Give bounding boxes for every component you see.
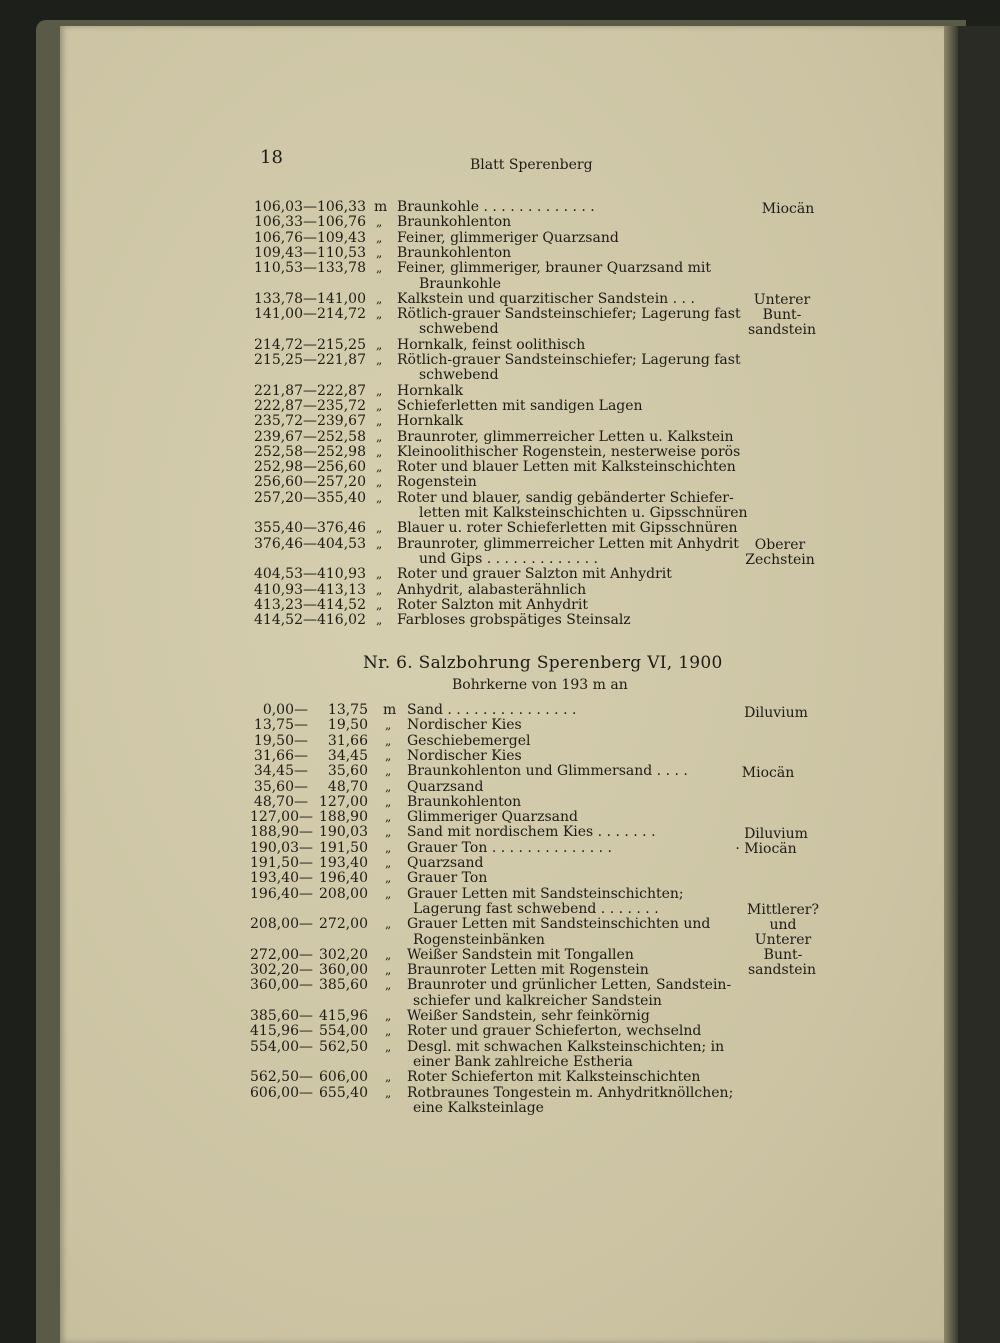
depth-from: 48,70— [253, 793, 308, 810]
unit-mark: „ [376, 353, 383, 367]
depth-from: 415,96— [250, 1023, 313, 1040]
layer-description: Grauer Ton . . . . . . . . . . . . . . [407, 839, 612, 856]
layer-description-cont: letten mit Kalksteinschichten u. Gipsschnüren [419, 505, 748, 521]
layer-description: Quarzsand [407, 778, 484, 795]
strat-oberer: Oberer [754, 537, 806, 553]
unit-mark: „ [376, 490, 383, 505]
unit-mark: „ [385, 1070, 392, 1085]
strat-und: und [769, 917, 797, 933]
strat-miocaen-1: Miocän [741, 765, 795, 781]
layer-description: Rogenstein [397, 474, 477, 491]
depth-from: 554,00— [250, 1038, 313, 1055]
layer-description: Sand mit nordischem Kies . . . . . . . [407, 824, 656, 841]
layer-description-cont: Lagerung fast schwebend . . . . . . . [413, 900, 659, 917]
unit-mark: „ [376, 567, 383, 582]
layer-description: Braunkohlenton [407, 793, 522, 810]
unit-mark: „ [385, 794, 392, 809]
depth-to: 191,50 [319, 839, 368, 856]
depth-range: 110,53—133,78 [254, 260, 366, 277]
layer-description-cont: und Gips . . . . . . . . . . . . . [419, 550, 598, 567]
layer-description: Hornkalk [397, 382, 464, 399]
layer-description: Roter und grauer Salzton mit Anhydrit [397, 566, 672, 583]
depth-range: 404,53—410,93 [254, 566, 366, 583]
unit-mark: „ [385, 1085, 392, 1100]
unit-mark: „ [376, 291, 383, 306]
layer-description: Geschiebemergel [407, 732, 531, 749]
unit-mark: „ [385, 856, 392, 870]
depth-to: 19,50 [327, 717, 368, 734]
depth-from: 31,66— [253, 747, 308, 764]
depth-range: 413,23—414,52 [254, 596, 366, 613]
depth-range: 256,60—257,20 [254, 474, 366, 491]
unit-mark: „ [385, 733, 392, 748]
layer-description-cont: eine Kalksteinlage [413, 1099, 544, 1116]
strat-zechstein: Zechstein [745, 552, 815, 568]
depth-range: 106,76—109,43 [254, 229, 366, 246]
unit-mark: „ [385, 779, 392, 794]
depth-from: 360,00— [250, 977, 313, 994]
unit-mark: „ [385, 947, 392, 962]
unit-mark: „ [376, 597, 383, 612]
depth-from: 190,03— [250, 839, 313, 856]
layer-description: Braunkohlenton [397, 244, 512, 261]
layer-description: Roter und blauer Letten mit Kalksteinschichten [397, 459, 736, 476]
layer-description: Desgl. mit schwachen Kalksteinschichten; in [407, 1038, 725, 1055]
depth-to: 196,40 [319, 870, 368, 887]
depth-to: 34,45 [327, 747, 368, 764]
unit-mark: „ [376, 383, 383, 398]
depth-to: 415,96 [319, 1008, 368, 1024]
depth-range: 252,58—252,98 [254, 443, 366, 460]
layer-description: Feiner, glimmeriger, brauner Quarzsand mit [397, 260, 712, 277]
depth-to: 655,40 [319, 1084, 368, 1101]
depth-from: 606,00— [250, 1084, 313, 1101]
unit-mark: „ [376, 261, 383, 276]
layer-description: Roter und grauer Schieferton, wechselnd [407, 1023, 702, 1040]
layer-description: Braunroter und grünlicher Letten, Sandstein- [407, 977, 732, 994]
unit-mark: „ [385, 840, 392, 855]
unit-mark: „ [376, 337, 383, 352]
unit-mark: „ [385, 764, 392, 779]
strat-bunt: Bunt- [762, 307, 802, 323]
unit-mark: „ [376, 398, 383, 413]
depth-range: 106,03—106,33 [254, 199, 366, 215]
depth-range: 215,25—221,87 [254, 352, 366, 368]
depth-to: 127,00 [319, 793, 368, 810]
depth-to: 385,60 [319, 977, 368, 994]
layer-description: Nordischer Kies [407, 717, 522, 734]
layer-description: Braunkohle . . . . . . . . . . . . . [397, 199, 595, 215]
unit-mark: „ [376, 414, 383, 429]
depth-range: 257,20—355,40 [254, 489, 366, 506]
layer-description: Rötlich-grauer Sandsteinschiefer; Lagerung fast [397, 352, 741, 368]
layer-description: Grauer Ton [407, 870, 488, 887]
running-header: Blatt Sperenberg [470, 157, 593, 173]
depth-from: 0,00— [262, 702, 308, 718]
strat-sandstein: sandstein [747, 322, 817, 338]
unit-mark: „ [385, 1024, 392, 1039]
unit-mark: „ [385, 917, 392, 932]
unit-mark: „ [376, 245, 383, 260]
layer-description: Blauer u. roter Schieferletten mit Gipsschnüren [397, 520, 738, 537]
layer-description: Quarzsand [407, 855, 484, 871]
layer-description: Grauer Letten mit Sandsteinschichten; [407, 885, 684, 902]
unit-mark: „ [376, 521, 383, 536]
strat-bunt-2: Bunt- [763, 947, 803, 963]
layer-description: Schieferletten mit sandigen Lagen [397, 397, 643, 414]
unit-mark: „ [385, 978, 392, 993]
layer-description: Sand . . . . . . . . . . . . . . . [407, 702, 577, 718]
unit-mark: „ [385, 1009, 392, 1023]
layer-description-cont: schwebend [419, 321, 499, 338]
section-title: Nr. 6. Salzbohrung Sperenberg VI, 1900 [363, 653, 723, 673]
depth-to: 562,50 [319, 1038, 368, 1055]
unit-mark: „ [385, 963, 392, 978]
depth-range: 141,00—214,72 [254, 306, 366, 323]
layer-description-cont: Braunkohle [419, 275, 502, 292]
layer-description: Rötlich-grauer Sandsteinschiefer; Lagerung fast [397, 306, 741, 323]
depth-from: 13,75— [253, 717, 308, 734]
layer-description-cont: Rogensteinbänken [413, 931, 545, 948]
strat-sandstein-2: sandstein [747, 962, 817, 978]
layer-description: Weißer Sandstein, sehr feinkörnig [407, 1008, 650, 1024]
layer-description: Roter und blauer, sandig gebänderter Schiefer- [397, 489, 734, 506]
unit-mark: „ [376, 429, 383, 444]
depth-to: 190,03 [319, 824, 368, 841]
layer-description: Anhydrit, alabasterähnlich [397, 581, 587, 598]
depth-range: 414,52—416,02 [254, 612, 366, 629]
depth-to: 13,75 [327, 702, 368, 718]
layer-description: Roter Salzton mit Anhydrit [397, 596, 588, 613]
layer-description: Roter Schieferton mit Kalksteinschichten [407, 1069, 701, 1086]
unit-mark: „ [376, 215, 383, 230]
depth-to: 272,00 [319, 916, 368, 933]
layer-description: Rotbraunes Tongestein m. Anhydritknöllchen; [407, 1084, 734, 1101]
unit-mark: „ [385, 810, 392, 825]
depth-from: 302,20— [250, 962, 313, 979]
depth-to: 208,00 [319, 885, 368, 902]
layer-description: Braunroter Letten mit Rogenstein [407, 962, 649, 979]
depth-from: 196,40— [250, 885, 313, 902]
depth-from: 188,90— [250, 824, 313, 841]
layer-description: Braunroter, glimmerreicher Letten u. Kalkstein [397, 428, 734, 445]
page-number: 18 [260, 147, 283, 168]
depth-range: 214,72—215,25 [254, 336, 366, 353]
depth-range: 133,78—141,00 [254, 290, 366, 307]
unit-mark: „ [376, 230, 383, 245]
layer-description: Weißer Sandstein mit Tongallen [407, 946, 634, 963]
depth-to: 606,00 [319, 1069, 368, 1086]
depth-to: 360,00 [319, 962, 368, 979]
depth-range: 221,87—222,87 [254, 382, 366, 399]
depth-from: 127,00— [250, 809, 313, 826]
unit-mark: „ [376, 582, 383, 597]
depth-to: 31,66 [327, 732, 368, 749]
depth-to: 302,20 [319, 946, 368, 963]
strat-miocaen-2: · Miocän [735, 841, 797, 857]
depth-to: 48,70 [327, 778, 368, 795]
depth-range: 239,67—252,58 [254, 428, 366, 445]
layer-description: Hornkalk [397, 413, 464, 430]
layer-description-cont: schwebend [419, 367, 499, 384]
depth-range: 252,98—256,60 [254, 459, 366, 476]
depth-range: 355,40—376,46 [254, 520, 366, 537]
unit-mark: „ [376, 444, 383, 459]
depth-from: 35,60— [253, 778, 308, 795]
depth-from: 562,50— [250, 1069, 313, 1086]
unit-mark: „ [376, 307, 383, 322]
layer-description: Nordischer Kies [407, 747, 522, 764]
depth-from: 208,00— [250, 916, 313, 933]
depth-range: 222,87—235,72 [254, 397, 366, 414]
depth-to: 35,60 [327, 763, 368, 780]
depth-range: 235,72—239,67 [254, 413, 366, 430]
depth-from: 191,50— [250, 855, 313, 871]
unit-mark: „ [376, 536, 383, 551]
section-subtitle: Bohrkerne von 193 m an [452, 677, 628, 693]
layer-description: Glimmeriger Quarzsand [407, 809, 578, 826]
unit-mark: m [383, 702, 397, 718]
unit-mark: „ [385, 748, 392, 763]
layer-description: Hornkalk, feinst oolithisch [397, 336, 586, 353]
strat-unterer-2: Unterer [754, 932, 812, 948]
layer-description: Farbloses grobspätiges Steinsalz [397, 612, 631, 629]
unit-mark: „ [376, 475, 383, 490]
strat-diluvium-1: Diluvium [744, 705, 808, 721]
depth-from: 19,50— [253, 732, 308, 749]
depth-from: 193,40— [250, 870, 313, 887]
unit-mark: „ [385, 825, 392, 840]
depth-from: 385,60— [250, 1008, 313, 1024]
unit-mark: „ [385, 1039, 392, 1054]
layer-description-cont: einer Bank zahlreiche Estheria [413, 1053, 633, 1070]
depth-to: 193,40 [319, 855, 368, 871]
depth-range: 106,33—106,76 [254, 214, 366, 231]
depth-to: 554,00 [319, 1023, 368, 1040]
layer-description: Grauer Letten mit Sandsteinschichten und [407, 916, 711, 933]
layer-description: Kleinoolithischer Rogenstein, nesterweise porös [397, 443, 741, 460]
depth-to: 188,90 [319, 809, 368, 826]
depth-range: 410,93—413,13 [254, 581, 366, 598]
unit-mark: „ [385, 886, 392, 901]
unit-mark: „ [376, 613, 383, 628]
layer-description: Kalkstein und quarzitischer Sandstein . . . [397, 290, 695, 307]
layer-description: Braunkohlenton und Glimmersand . . . . [407, 763, 688, 780]
unit-mark: „ [385, 718, 392, 733]
depth-range: 376,46—404,53 [254, 535, 366, 552]
layer-description: Braunroter, glimmerreicher Letten mit Anhydrit [397, 535, 739, 552]
unit-mark: „ [376, 460, 383, 475]
depth-from: 34,45— [253, 763, 308, 780]
layer-description: Feiner, glimmeriger Quarzsand [397, 229, 619, 246]
layer-description: Braunkohlenton [397, 214, 512, 231]
layer-description-cont: schiefer und kalkreicher Sandstein [413, 992, 662, 1009]
strat-diluvium-2: Diluvium [744, 826, 808, 842]
depth-range: 109,43—110,53 [254, 244, 366, 261]
strat-miocaen: Miocän [761, 201, 815, 217]
strat-mittlerer: Mittlerer? [746, 902, 819, 918]
depth-from: 272,00— [250, 946, 313, 963]
unit-mark: „ [385, 871, 392, 886]
unit-mark: m [374, 199, 388, 215]
strat-unterer: Unterer [753, 292, 811, 308]
